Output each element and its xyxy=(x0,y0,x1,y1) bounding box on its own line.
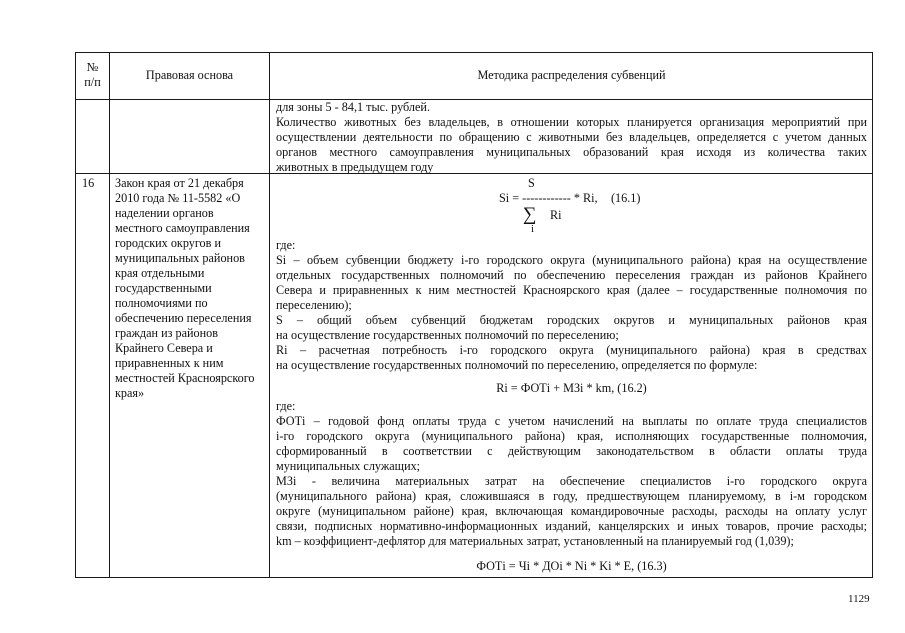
formula-16-1-lhs: Si = ------------ * Ri, xyxy=(499,191,598,205)
fot-line-4: муниципальных служащих; xyxy=(276,459,421,473)
header-num-line1: № xyxy=(86,60,99,74)
header-num-line2: п/п xyxy=(84,75,101,89)
cont-line-4: органов местного самоуправления муниципальных образований края исходя из количества таких xyxy=(276,145,867,159)
legal-line-11: граждан из районов xyxy=(115,326,218,340)
formula-16-1-index: i xyxy=(531,223,535,235)
legal-line-13: приравненных к ним xyxy=(115,356,224,370)
legal-line-1: Закон края от 21 декабря xyxy=(115,176,244,190)
header-divider xyxy=(75,99,873,100)
where-2: где: xyxy=(276,399,296,413)
legal-line-14: местностей Красноярского xyxy=(115,371,255,385)
legal-line-12: Крайнего Севера и xyxy=(115,341,213,355)
legal-line-5: городских округов и xyxy=(115,236,221,250)
row-divider xyxy=(75,173,873,174)
cont-line-1: для зоны 5 - 84,1 тыс. рублей. xyxy=(276,100,430,114)
ri-line-2: на осуществление государственных полномочий по переселению, определяется по формуле: xyxy=(276,358,758,372)
mz-line-4: связи, подписных нормативно-информационных изданий, канцелярских и иных товаров, прочие расходы; xyxy=(276,519,867,533)
formula-16-1-denominator: Ri xyxy=(550,208,562,222)
si-line-1: Si – объем субвенции бюджету i-го городского округа (муниципального района) края на осуществление xyxy=(276,253,867,267)
fot-line-3: сформированный в соответствии с действующим законодательством в области оплаты труда xyxy=(276,444,867,458)
formula-16-1-label: (16.1) xyxy=(611,191,641,205)
si-line-2: отдельных государственных полномочий по обеспечению переселения граждан из районов Крайнего xyxy=(276,268,867,282)
formula-16-2: Ri = ФОТi + МЗi * km, (16.2) xyxy=(496,381,647,395)
legal-line-7: края отдельными xyxy=(115,266,205,280)
s-line-2: на осуществление государственных полномочий по переселению; xyxy=(276,328,619,342)
km-line: km – коэффициент-дефлятор для материальных затрат, установленный на планируемый год (1,039); xyxy=(276,534,794,548)
si-line-4: переселению); xyxy=(276,298,352,312)
cont-line-3: осуществлении деятельности по обращению с животными без владельцев, определяется с учетом данных xyxy=(276,130,867,144)
mz-line-1: МЗi - величина материальных затрат на обеспечение специалистов i-го городского округа xyxy=(276,474,867,488)
fot-line-1: ФОТi – годовой фонд оплаты труда с учетом начислений на выплаты по оплате труда специалистов xyxy=(276,414,867,428)
si-line-3: Севера и приравненных к ним местностей Красноярского края (далее – государственные полномочия по xyxy=(276,283,867,297)
page-number: 1129 xyxy=(848,593,870,605)
sigma-icon: ∑ xyxy=(523,204,537,225)
mz-line-2: (муниципального района) края, сложившаяся в году, предшествующем планируемому, в i-м городском xyxy=(276,489,867,503)
legal-line-9: полномочиями по xyxy=(115,296,208,310)
formula-16-3: ФОТi = Чi * ДОi * Ni * Ki * E, (16.3) xyxy=(476,559,667,573)
mz-line-3: округе (муниципальном районе) края, включающая командировочные расходы, расходы на оплату услуг xyxy=(276,504,867,518)
legal-line-15: края» xyxy=(115,386,145,400)
ri-line-1: Ri – расчетная потребность i-го городского округа (муниципального района) края в средствах xyxy=(276,343,867,357)
where-1: где: xyxy=(276,238,296,252)
header-legal-basis: Правовая основа xyxy=(145,68,234,82)
cont-line-5: животных в предыдущем году xyxy=(276,160,434,174)
s-line-1: S – общий объем субвенций бюджетам городских округов и муниципальных районов края xyxy=(276,313,867,327)
legal-line-10: обеспечению переселения xyxy=(115,311,252,325)
header-method: Методика распределения субвенций xyxy=(477,68,666,82)
formula-16-1-numerator: S xyxy=(528,176,535,190)
legal-line-2: 2010 года № 11-5582 «О xyxy=(115,191,241,205)
column-divider-2 xyxy=(269,52,270,578)
legal-line-4: местного самоуправления xyxy=(115,221,250,235)
cont-line-2: Количество животных без владельцев, в отношении которых планируется организация мероприятий при xyxy=(276,115,867,129)
legal-line-6: муниципальных районов xyxy=(115,251,245,265)
legal-line-8: государственными xyxy=(115,281,212,295)
row-number: 16 xyxy=(82,176,95,190)
legal-line-3: наделении органов xyxy=(115,206,214,220)
fot-line-2: i-го городского округа (муниципального района) края, исполняющих государственные полномочия, xyxy=(276,429,867,443)
column-divider-1 xyxy=(109,52,110,578)
